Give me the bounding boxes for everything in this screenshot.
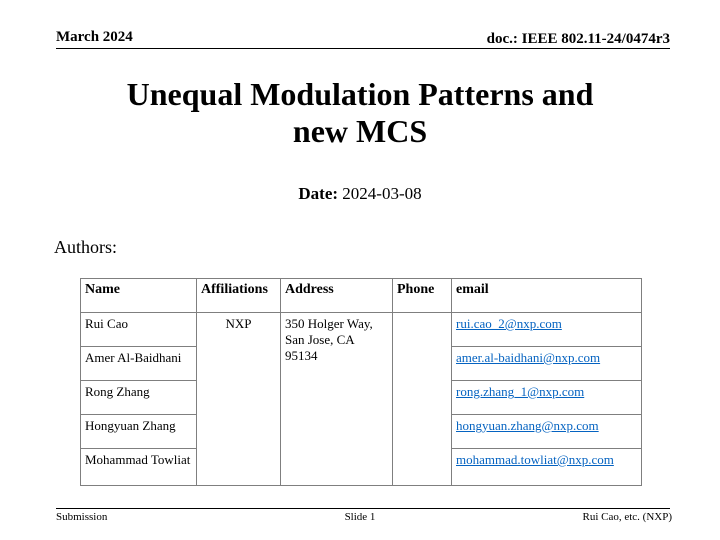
address-line-1: 350 Holger Way, [285, 316, 373, 331]
author-name: Rui Cao [81, 313, 197, 347]
footer-slide-number: Slide 1 [344, 511, 376, 523]
footer-divider [56, 508, 670, 509]
author-address [281, 313, 393, 486]
header-divider [56, 48, 670, 49]
header-address: Address [281, 279, 393, 313]
author-email-link[interactable]: mohammad.towliat@nxp.com [456, 452, 614, 467]
author-email-link[interactable]: rui.cao_2@nxp.com [456, 316, 562, 331]
authors-table [80, 278, 642, 486]
header-email: email [452, 279, 642, 313]
date-line [0, 184, 720, 204]
author-name: Amer Al-Baidhani [81, 347, 197, 381]
header-name: Name [81, 279, 197, 313]
header-affiliations: Affiliations [197, 279, 281, 313]
author-phone [393, 313, 452, 486]
authors-label: Authors: [54, 237, 117, 257]
slide-title [60, 76, 660, 150]
table-row [81, 313, 642, 347]
author-email-link[interactable]: amer.al-baidhani@nxp.com [456, 350, 601, 365]
date-label: Date: [298, 184, 339, 203]
author-email-cell [452, 381, 642, 415]
author-affiliation: NXP [197, 313, 281, 486]
title-line-2: new MCS [292, 113, 428, 149]
author-email-cell [452, 415, 642, 449]
table-header-row [81, 279, 642, 313]
author-email-cell [452, 449, 642, 486]
author-email-cell [452, 313, 642, 347]
header-doc-id: doc.: IEEE 802.11-24/0474r3 [486, 31, 670, 47]
date-value: 2024-03-08 [342, 184, 422, 203]
header-date: March 2024 [56, 29, 133, 45]
footer-author: Rui Cao, etc. (NXP) [582, 511, 672, 523]
author-email-link[interactable]: hongyuan.zhang@nxp.com [456, 418, 599, 433]
header-phone: Phone [393, 279, 452, 313]
author-email-link[interactable]: rong.zhang_1@nxp.com [456, 384, 585, 399]
author-name: Rong Zhang [81, 381, 197, 415]
author-name: Hongyuan Zhang [81, 415, 197, 449]
footer-submission: Submission [56, 511, 108, 523]
title-line-1: Unequal Modulation Patterns and [126, 76, 594, 112]
address-line-2: San Jose, CA [285, 332, 355, 347]
address-line-3: 95134 [285, 348, 318, 363]
author-email-cell [452, 347, 642, 381]
author-name: Mohammad Towliat [81, 449, 197, 486]
